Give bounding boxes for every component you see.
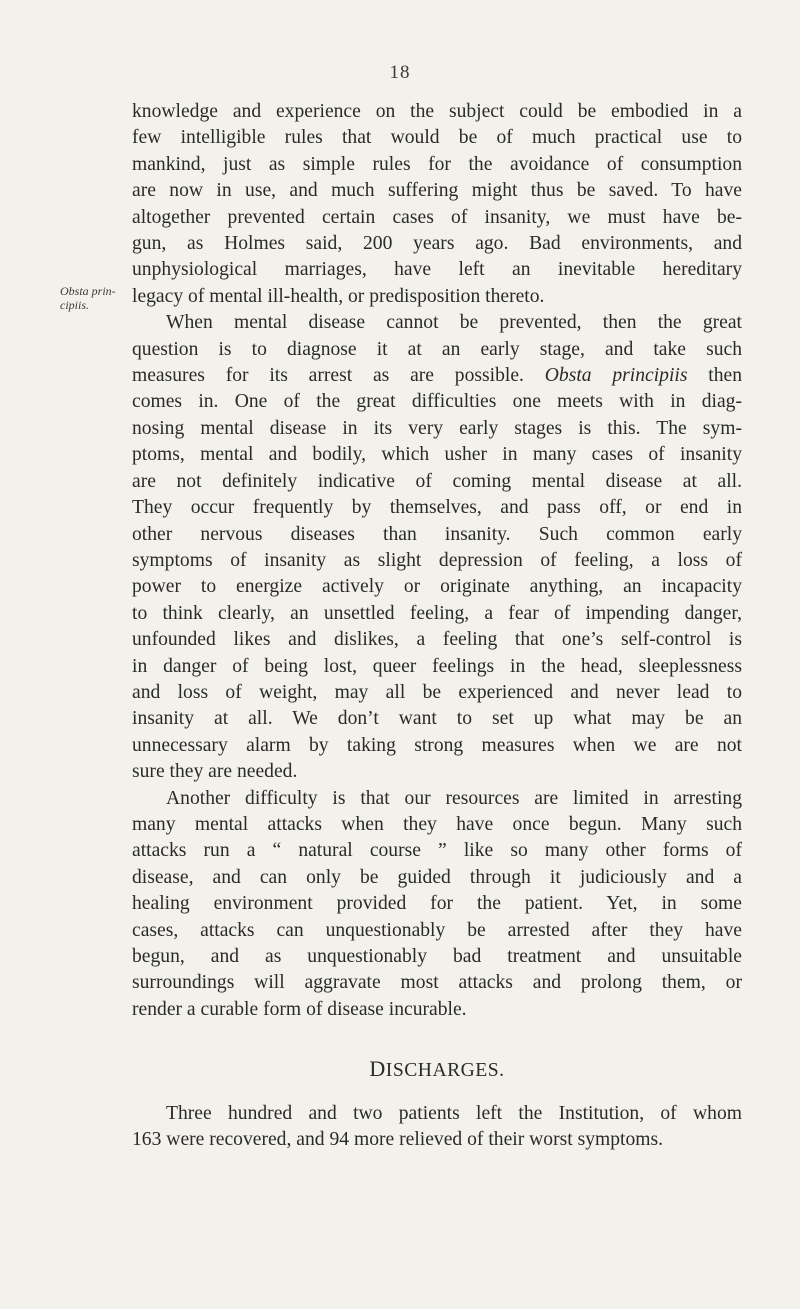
text-line: other nervous diseases than insanity. Such common early xyxy=(132,523,742,545)
text-line: When mental disease cannot be prevented, then the great xyxy=(166,312,742,334)
text-line: Another difficulty is that our resources are limited in arresting xyxy=(166,787,742,809)
text-line: cases, attacks can unquestionably be arrested after they have xyxy=(132,919,742,941)
paragraph-4 xyxy=(132,1101,742,1154)
text-line: surroundings will aggravate most attacks and prolong them, or xyxy=(132,972,742,994)
text-line: and loss of weight, may all be experienced and never lead to xyxy=(132,681,742,703)
text-line: altogether prevented certain cases of insanity, we must have be- xyxy=(132,206,742,228)
text-line: are now in use, and much suffering might thus be saved. To have xyxy=(132,180,742,202)
text-line: mankind, just as simple rules for the avoidance of consumption xyxy=(132,153,742,175)
margin-note-line: cipiis. xyxy=(60,298,89,312)
text-segment: measures for its arrest as are possible. xyxy=(132,365,524,387)
text-line: healing environment provided for the patient. Yet, in some xyxy=(132,893,742,915)
text-line: sure they are needed. xyxy=(132,761,298,783)
margin-note xyxy=(60,284,132,312)
text-line: knowledge and experience on the subject could be embodied in a xyxy=(132,101,742,122)
text-line: render a curable form of disease incurable. xyxy=(132,998,467,1020)
heading-rest: ISCHARGES. xyxy=(385,1060,505,1082)
text-line: begun, and as unquestionably bad treatment and unsuitable xyxy=(132,946,742,967)
latin-phrase: Obsta principiis xyxy=(544,365,688,387)
section-heading xyxy=(132,1056,742,1084)
text-line: disease, and can only be guided through it judiciously and a xyxy=(132,866,742,888)
text-line: They occur frequently by themselves, and pass off, or end in xyxy=(132,497,742,519)
text-line: Three hundred and two patients left the Institution, of whom xyxy=(166,1102,742,1124)
text-line: comes in. One of the great difficulties one meets with in diag- xyxy=(132,391,742,413)
text-line: insanity at all. We don’t want to set up what may be an xyxy=(132,708,742,730)
page-number: 18 xyxy=(389,62,411,83)
page-body xyxy=(132,99,742,1153)
text-line: attacks run a “ natural course ” like so many other forms of xyxy=(132,840,742,862)
text-line: to think clearly, an unsettled feeling, a fear of impending danger, xyxy=(132,602,742,624)
paragraph-1 xyxy=(132,99,742,310)
text-line: legacy of mental ill-health, or predisposition thereto. xyxy=(132,285,545,307)
text-line: are not definitely indicative of coming mental disease at all. xyxy=(132,470,742,492)
text-line: ptoms, mental and bodily, which usher in many cases of insanity xyxy=(132,444,742,466)
text-line: unfounded likes and dislikes, a feeling that one’s self-control is xyxy=(132,629,742,651)
text-line: in danger of being lost, queer feelings in the head, sleeplessness xyxy=(132,655,742,677)
text-line: question is to diagnose it at an early stage, and take such xyxy=(132,338,742,360)
heading-initial: D xyxy=(369,1056,386,1082)
text-line: gun, as Holmes said, 200 years ago. Bad environments, and xyxy=(132,233,742,255)
paragraph-2 xyxy=(132,310,742,785)
text-line: 163 were recovered, and 94 more relieved of their worst symptoms. xyxy=(132,1129,664,1151)
margin-note-line: Obsta prin- xyxy=(60,284,116,298)
text-line: few intelligible rules that would be of much practical use to xyxy=(132,127,742,149)
text-line: symptoms of insanity as slight depression of feeling, a loss of xyxy=(132,549,742,571)
text-segment: then xyxy=(708,365,743,387)
text-line: many mental attacks when they have once begun. Many such xyxy=(132,813,742,835)
paragraph-3 xyxy=(132,786,742,1024)
text-line: unnecessary alarm by taking strong measures when we are not xyxy=(132,734,742,756)
text-line: nosing mental disease in its very early stages is this. The sym- xyxy=(132,417,742,439)
text-line xyxy=(132,363,742,389)
text-line: unphysiological marriages, have left an inevitable hereditary xyxy=(132,259,742,281)
text-line: power to energize actively or originate anything, an incapacity xyxy=(132,576,742,598)
